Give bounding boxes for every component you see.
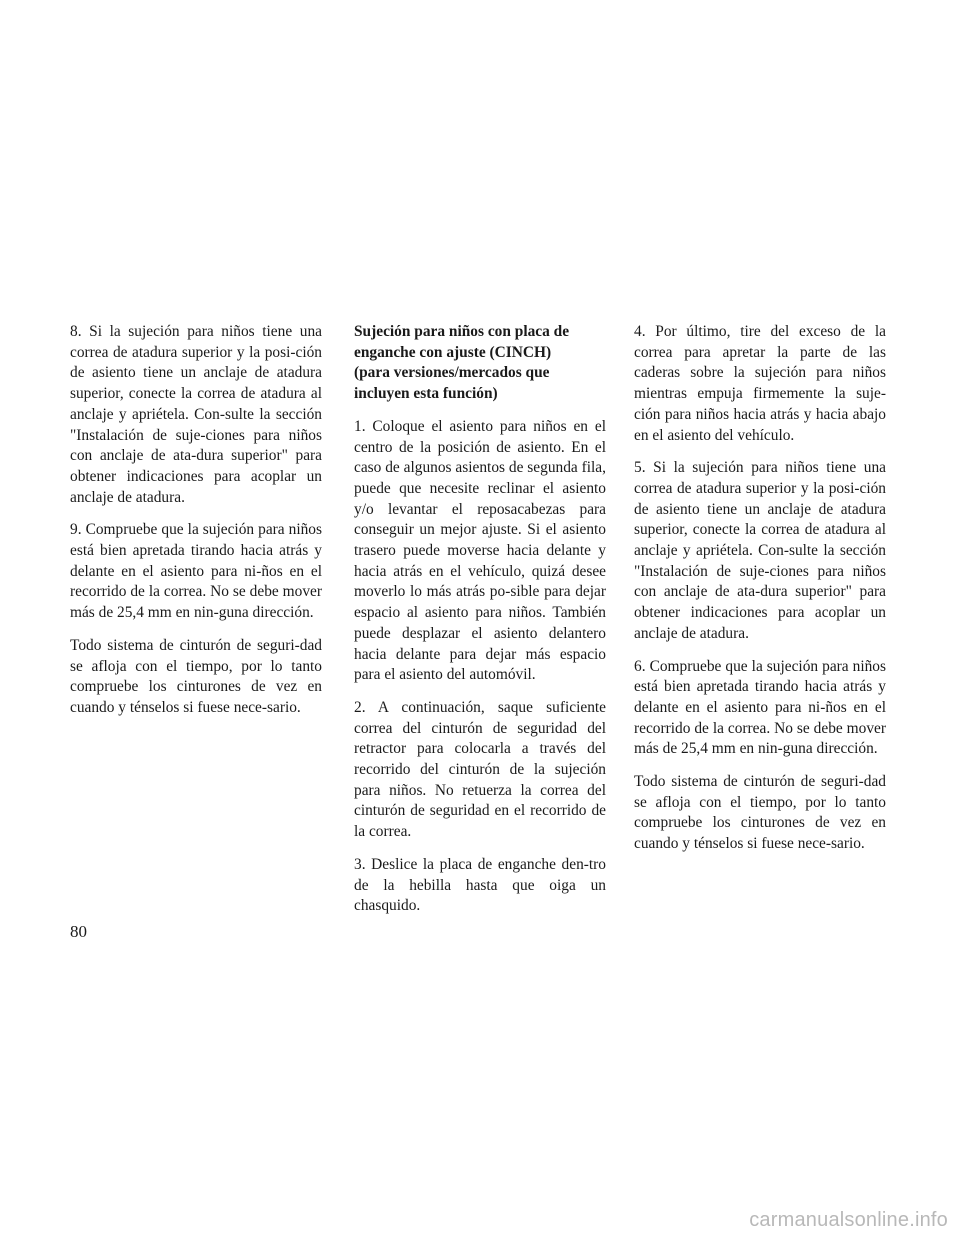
paragraph-step-3: 3. Deslice la placa de enganche den-tro de la hebilla hasta que oiga un chasquido.	[354, 855, 606, 915]
page-number: 80	[70, 922, 87, 941]
paragraph-step-2: 2. A continuación, saque suficiente correa del cinturón de seguridad del retractor para colocarla a través del recorrido del cinturón de la sujeción para niños. No retuerza la correa del cinturón de seguridad en el recorrido de la correa.	[354, 698, 606, 841]
paragraph-step-6: 6. Compruebe que la sujeción para niños está bien apretada tirando hacia atrás y delante en el asiento para ni-ños en el recorrido de la correa. No se debe mover más de 25,4 mm en nin-guna dirección.	[634, 657, 886, 758]
text-column-middle	[354, 322, 606, 929]
text-column-right	[634, 322, 886, 867]
paragraph-step-8: 8. Si la sujeción para niños tiene una correa de atadura superior y la posi-ción de asiento tiene un anclaje de atadura superior, conecte la correa de atadura al anclaje y apriétela. Con-sulte la sección "Instalación de suje-ciones para niños con anclaje de ata-dura superior" para obtener indicaciones para acoplar un anclaje de atadura.	[70, 323, 322, 506]
paragraph-step-9: 9. Compruebe que la sujeción para niños está bien apretada tirando hacia atrás y delante en el asiento para ni-ños en el recorrido de la correa. No se debe mover más de 25,4 mm en nin-guna dirección.	[70, 521, 322, 622]
watermark: carmanualsonline.info	[749, 1209, 948, 1231]
paragraph-step-5: 5. Si la sujeción para niños tiene una correa de atadura superior y la posi-ción de asiento tiene un anclaje de atadura superior, conecte la correa de atadura al anclaje y apriétela. Con-sulte la sección "Instalación de suje-ciones para niños con anclaje de ata-dura superior" para obtener indicaciones para acoplar un anclaje de atadura.	[634, 459, 886, 642]
paragraph-note: Todo sistema de cinturón de seguri-dad se afloja con el tiempo, por lo tanto compruebe los cinturones de vez en cuando y ténselos si fuese nece-sario.	[70, 636, 322, 716]
paragraph-step-1: 1. Coloque el asiento para niños en el centro de la posición de asiento. En el caso de algunos asientos de segunda fila, puede que necesite reclinar el asiento y/o levantar el reposacabezas para conseguir un mejor ajuste. Si el asiento trasero puede moverse hacia delante y hacia atrás en el vehículo, quizá desee moverlo lo más atrás po-sible para dejar espacio al asiento para niños. También puede desplazar el asiento delantero hacia delante para dejar más espacio para el asiento del automóvil.	[354, 417, 606, 684]
paragraph-note: Todo sistema de cinturón de seguri-dad se afloja con el tiempo, por lo tanto compruebe los cinturones de vez en cuando y ténselos si fuese nece-sario.	[634, 773, 886, 853]
section-heading: Sujeción para niños con placa de enganche con ajuste (CINCH) (para versiones/mercados que incluyen esta función)	[354, 323, 570, 403]
paragraph-step-4: 4. Por último, tire del exceso de la correa para apretar la parte de las caderas sobre la sujeción para niños mientras empuja firmemente la suje-ción para niños hacia atrás y hacia abajo en el asiento del vehículo.	[634, 323, 886, 444]
text-column-left	[70, 322, 322, 731]
